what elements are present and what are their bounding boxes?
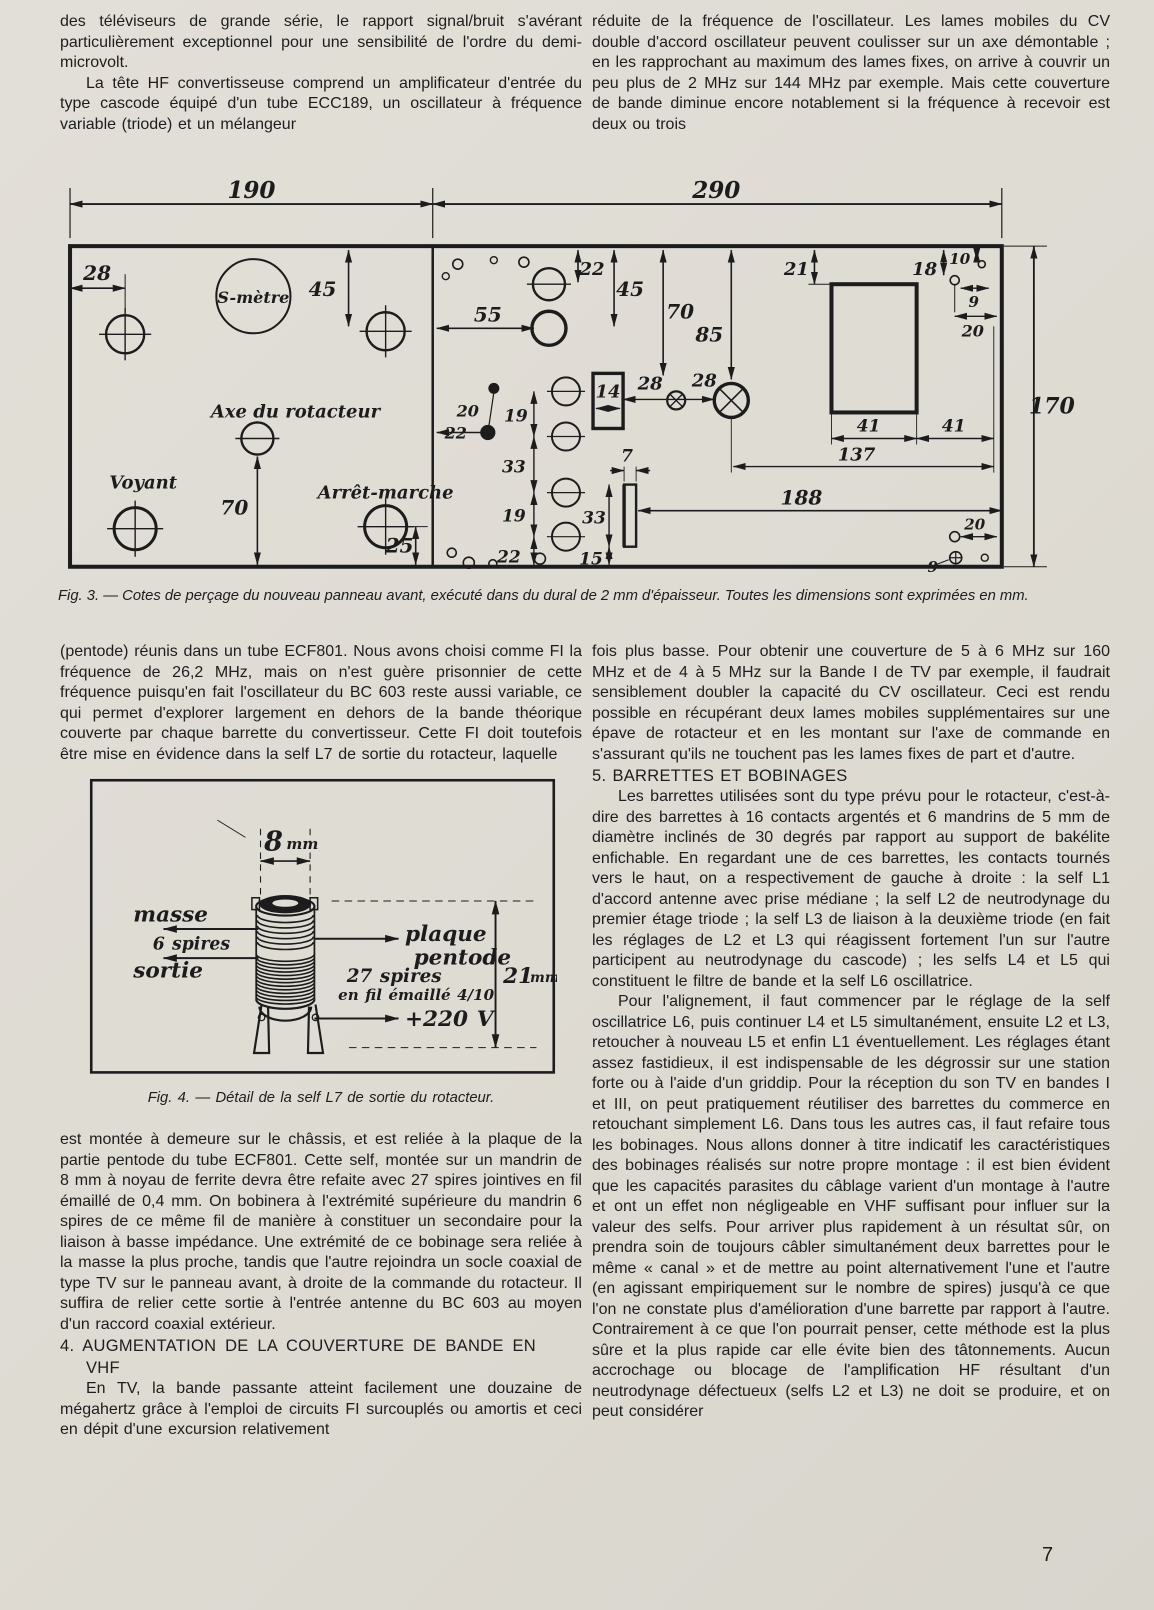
paragraph: En TV, la bande passante atteint facilement une douzaine de mégahertz grâce à l'emploi de circuits FI surcouplés ou amortis et ceci en dépit d'une excursion relativement [60, 1380, 582, 1439]
dim-label: 19 [502, 506, 526, 527]
paragraph: La tête HF convertisseuse comprend un amplificateur d'entrée du type cascode équipé d'un tube ECC189, un oscillateur à fréquence variable (triode) et un mélangeur [60, 74, 582, 133]
dim-label: 20 [964, 515, 986, 534]
bottom-right-column [592, 642, 1110, 1423]
fig4-coil-diagram [88, 777, 557, 1077]
fig3-dimension-labels [82, 177, 1075, 576]
dim-label: 290 [692, 177, 741, 205]
dim-label: 22 [579, 259, 605, 281]
dim-unit: mm [286, 835, 319, 854]
dim-label: 190 [227, 177, 276, 205]
dim-label: 21 [503, 963, 534, 989]
axe-rotacteur-label: Axe du rotacteur [210, 401, 381, 423]
smetre-label: S-mètre [217, 288, 290, 308]
v220-label: +220 V [404, 1007, 494, 1033]
spires27-label: 27 spires [346, 965, 442, 987]
fig4-coil-drawing [88, 777, 557, 1083]
fil-label: en fil émaillé 4/10 [338, 986, 495, 1005]
top-right-column [592, 12, 1110, 135]
page-number: 7 [1042, 1544, 1054, 1566]
dim-label: 170 [1028, 393, 1075, 420]
dim-label: 15 [579, 549, 603, 570]
dim-label: 33 [582, 508, 606, 529]
dim-label: 41 [856, 416, 881, 437]
dim-label: 45 [616, 277, 645, 302]
bottom-left-column [60, 642, 582, 1441]
pentode-label: pentode [413, 945, 512, 971]
dim-label: 28 [83, 261, 112, 286]
paragraph: des téléviseurs de grande série, le rapport signal/bruit s'avérant particulièrement exceptionnel pour une sensibilité de l'ordre du demi-microvolt. [60, 13, 582, 71]
dim-label: 28 [691, 370, 717, 392]
dim-label: 22 [497, 547, 521, 568]
dim-unit: mm [530, 969, 557, 986]
dim-label: 25 [385, 533, 414, 558]
fig4-caption: Fig. 4. — Détail de la self L7 de sortie du rotacteur. [147, 1090, 495, 1107]
section-heading-4: 4. AUGMENTATION DE LA COUVERTURE DE BANDE EN VHF [60, 1337, 536, 1378]
paragraph: Pour l'alignement, il faut commencer par le réglage de la self oscillatrice L6, puis continuer L4 et L5 simultanément, ensuite L2 et L3, retoucher à nouveau L5 et enfin L1 éventuellement. Les réglages étant assez fastidieux, il est indispensable de les dégrossir sur une station forte ou à l'aide d'un griddip. Pour la réception du son TV en bandes I et III, on peut pratiquement réutiliser des barrettes du commerce en retouchant simplement L6. Dans tous les autres cas, il faut refaire tous les bobinages. Nous allons donner à titre indicatif les caractéristiques des bobinages réalisés sur notre propre montage : il est bien évident que les capacités parasites du câblage varient d'un montage à l'autre et ont un effet non négligeable en VHF suffisant pour influer sur la valeur des selfs. Pour arriver plus rapidement à un résultat sûr, on prendra soin de toujours câbler simultanément deux barrettes pour le même « canal » et de mettre au point alternativement l'une et l'autre (en agissant empiriquement sur le nombre de spires) jusqu'à ce que l'on ne constate plus d'amélioration d'une barrette par rapport à l'autre. Contrairement à ce que l'on pourrait penser, cette méthode est la plus sûre et la plus rapide car elle évite bien des tâtonnements. Aucun accrochage ou blocage de l'amplification HF résultant d'un neutrodynage défectueux (selfs L2 et L3) ne doit se produire, et on peut considérer [592, 993, 1110, 1420]
paragraph: (pentode) réunis dans un tube ECF801. Nous avons choisi comme FI la fréquence de 26,2 MHz, mais on n'est guère prisonnier de cette fréquence puisqu'en fait l'oscillateur du BC 603 reste aussi variable, ce qui permet d'explorer largement en dehors de la bande théorique couverte par chaque barrette du convertisseur. Cette FI doit toutefois être mise en évidence dans la self L7 de sortie du rotacteur, laquelle [60, 643, 582, 763]
paragraph: réduite de la fréquence de l'oscillateur. Les lames mobiles du CV double d'accord oscillateur peuvent coulisser sur un axe démontable ; en les rapprochant au maximum des lames fixes, on arrive à couvrir un peu plus de 2 MHz sur 144 MHz par exemple. Mais cette couverture de bande diminue encore notablement si la fréquence à recevoir est deux ou trois [592, 13, 1110, 133]
fig3-drilling-diagram [55, 176, 1103, 579]
plaque-label: plaque [404, 921, 487, 947]
dim-label: 45 [308, 277, 337, 302]
dim-label: 41 [941, 416, 966, 437]
dim-label: 20 [456, 401, 479, 421]
dim-label: 14 [595, 381, 621, 403]
dim-label: 8 [264, 826, 283, 858]
paragraph: Les barrettes utilisées sont du type prévu pour le rotacteur, c'est-à-dire des barrettes à 16 contacts argentés et 6 mandrins de 5 mm de diamètre inclinés de 30 degrés par rapport au support de bakélite enfichable. En regardant une de ces barrettes, les contacts tournés vers le haut, on a respectivement de gauche à droite : la self L1 d'accord antenne avec prise médiane ; la self L2 de neutrodynage du premier étage triode ; la self L3 de liaison à la deuxième triode (en fait les réglages de L2 et L3 qui réagissent fortement l'un sur l'autre participent au neutrodynage du cascode) ; les selfs L4 et L5 qui constituent le filtre de bande et la self L6 oscillatrice. [592, 788, 1110, 990]
dim-label: 10 [949, 250, 971, 269]
dim-label: 18 [912, 259, 938, 281]
dim-label: 137 [837, 444, 876, 466]
dim-label: 85 [695, 322, 724, 347]
dim-label: 70 [666, 299, 695, 324]
dim-label: 28 [637, 373, 663, 395]
spires6-label: 6 spires [152, 934, 231, 955]
paragraph: est montée à demeure sur le châssis, et est reliée à la plaque de la partie pentode du tube ECF801. Cette self, montée sur un mandrin de 8 mm à noyau de ferrite devra être refaite avec 27 spires jointives en fil émaillé de 0,4 mm. On bobinera à l'extrémité supérieure du mandrin 6 spires de ce même fil de manière à constituer un secondaire pour la liaison à basse impédance. Une extrémité de ce bobinage sera reliée à la masse la plus proche, tandis que l'autre rejoindra un socle coaxial de type TV sur le panneau avant, à droite de la commande du rotacteur. Il suffira de relier cette sortie à l'entrée antenne du BC 603 au moyen d'un raccord coaxial extérieur. [60, 1131, 582, 1333]
fig3-caption: Fig. 3. — Cotes de perçage du nouveau panneau avant, exécuté dans du dural de 2 mm d'épaisseur. Toutes les dimensions sont exprimées en mm. [58, 588, 1029, 604]
dim-label: 188 [780, 485, 823, 510]
sortie-label: sortie [133, 958, 203, 984]
dim-label: 19 [504, 406, 528, 427]
dim-label: 20 [961, 321, 984, 341]
paragraph: fois plus basse. Pour obtenir une couverture de 5 à 6 MHz sur 160 MHz et de 4 à 5 MHz sur la Bande I de TV par exemple, il faudrait sensiblement doubler la capacité du CV oscillateur. Ceci est rendu possible en récupérant deux lames mobiles supplémentaires sur une épave de rotacteur et en les montant sur l'axe de commande en s'assurant qu'ils ne touchent pas les lames fixes de part et d'autre. [592, 643, 1110, 763]
dim-label: 21 [783, 259, 809, 281]
dim-label: 9 [968, 293, 979, 312]
dim-label: 7 [621, 446, 634, 467]
masse-label: masse [133, 902, 209, 928]
arret-marche-label: Arrêt-marche [317, 482, 454, 504]
voyant-label: Voyant [109, 472, 178, 494]
dim-label: 70 [220, 495, 249, 520]
section-heading-5: 5. BARRETTES ET BOBINAGES [592, 767, 848, 785]
dim-label: 33 [502, 457, 526, 478]
dim-label: 22 [444, 423, 467, 443]
fig3-panel-drawing [55, 176, 1103, 584]
top-left-column [60, 12, 582, 135]
dim-label: 55 [473, 302, 502, 327]
dim-label: 9 [927, 557, 938, 576]
coil-body [252, 895, 323, 1053]
